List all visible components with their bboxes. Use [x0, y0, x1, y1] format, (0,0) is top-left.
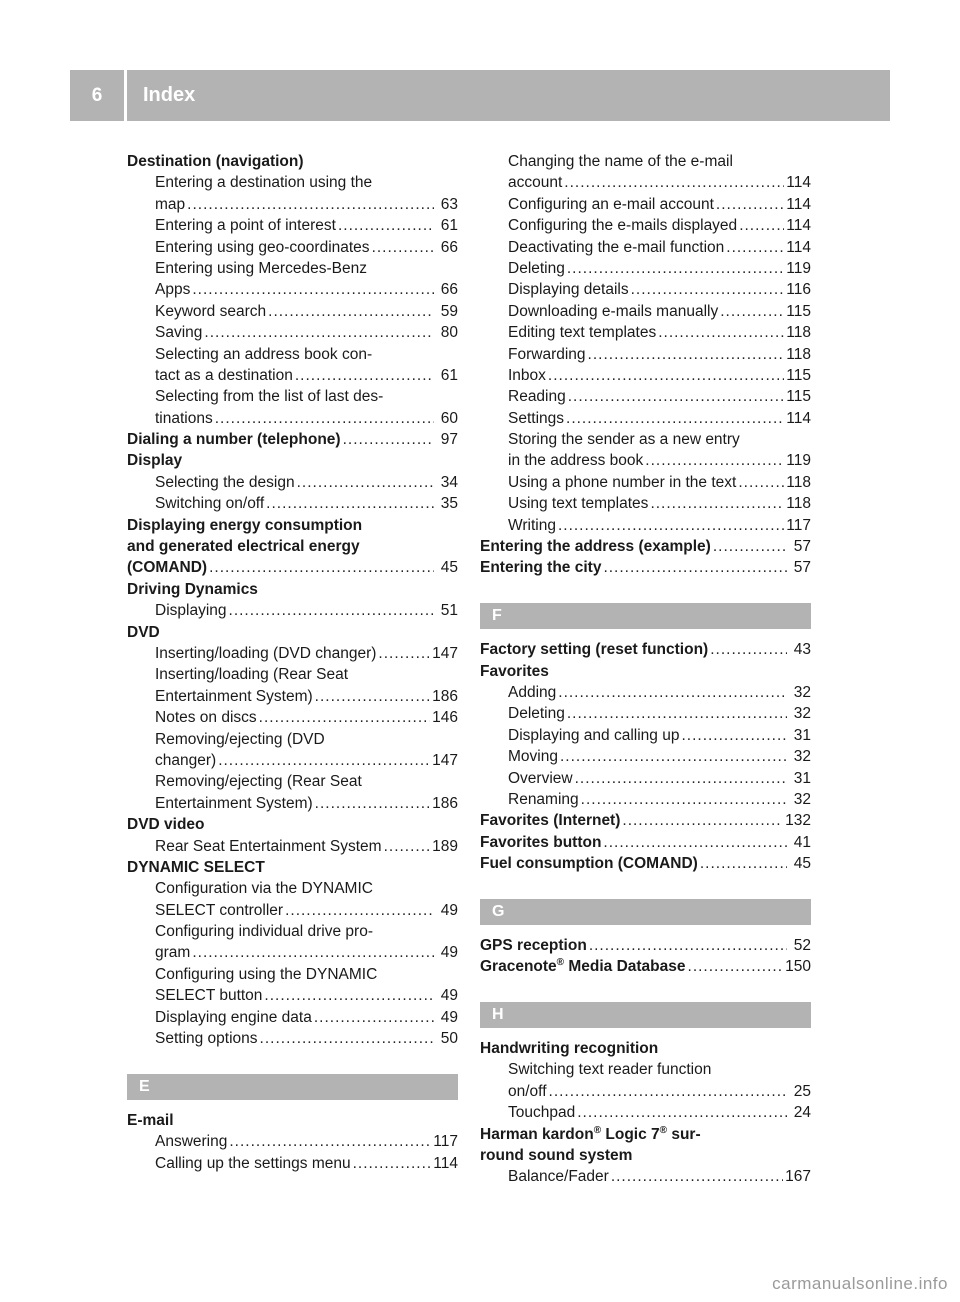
- entry-label: (COMAND): [127, 559, 208, 577]
- page-reference: 117: [786, 516, 811, 534]
- page-reference: 32: [793, 683, 811, 701]
- index-subentry: [480, 344, 811, 365]
- index-subentry: [127, 279, 458, 300]
- index-heading: Display: [127, 452, 183, 470]
- index-subentry: [480, 515, 811, 536]
- entry-label: Configuring an e-mail account: [508, 195, 714, 213]
- page-reference: 32: [793, 705, 811, 723]
- dot-leader: [192, 279, 434, 300]
- index-subentry: [127, 322, 458, 343]
- section-gap: [480, 978, 811, 999]
- page-reference: 61: [440, 366, 458, 384]
- dot-leader: [384, 836, 431, 857]
- page-reference: 32: [793, 748, 811, 766]
- section-letter: F: [480, 603, 811, 629]
- index-subentry-text: Configuring using the DYNAMIC: [155, 965, 378, 983]
- dot-leader: [192, 942, 434, 963]
- entry-label: GPS reception: [480, 936, 587, 954]
- entry-label: Displaying engine data: [155, 1008, 312, 1026]
- page-reference: 31: [793, 726, 811, 744]
- dot-leader: [603, 832, 787, 853]
- page-reference: 45: [793, 855, 811, 873]
- index-entry: [127, 557, 458, 578]
- index-subentry: [127, 365, 458, 386]
- section-letter: H: [480, 1002, 811, 1028]
- dot-leader: [229, 600, 434, 621]
- dot-leader: [603, 557, 787, 578]
- page-reference: 114: [786, 238, 811, 256]
- index-heading: DVD: [127, 623, 160, 641]
- entry-label: in the address book: [508, 452, 644, 470]
- entry-label: Answering: [155, 1133, 228, 1151]
- index-subentry: [480, 194, 811, 215]
- dot-leader: [726, 237, 784, 258]
- dot-leader: [353, 1153, 432, 1174]
- dot-leader: [209, 557, 434, 578]
- index-heading: Destination (navigation): [127, 153, 304, 170]
- index-column-left: [127, 151, 458, 1174]
- dot-leader: [549, 1081, 787, 1102]
- index-subentry: [127, 1028, 458, 1049]
- entry-label: Rear Seat Entertainment System: [155, 837, 382, 855]
- index-subentry-text: Removing/ejecting (DVD: [155, 730, 325, 748]
- index-subentry: [480, 472, 811, 493]
- index-subentry: [127, 707, 458, 728]
- dot-leader: [259, 707, 430, 728]
- entry-label: Keyword search: [155, 302, 267, 320]
- entry-label: changer): [155, 751, 217, 769]
- entry-label: Displaying: [155, 602, 227, 620]
- entry-label: Displaying details: [508, 281, 629, 299]
- dot-leader: [343, 429, 434, 450]
- index-subentry: [480, 789, 811, 810]
- index-subentry: [127, 942, 458, 963]
- page-reference: 147: [432, 751, 458, 769]
- index-entry: [480, 536, 811, 557]
- page-reference: 186: [432, 794, 458, 812]
- section-letter: G: [480, 899, 811, 925]
- page-reference: 114: [786, 174, 811, 192]
- dot-leader: [589, 935, 787, 956]
- index-subentry: [127, 301, 458, 322]
- entry-label: Entering the city: [480, 559, 602, 577]
- index-subentry: [480, 1102, 811, 1123]
- page-reference: 118: [786, 345, 811, 363]
- page-reference: 51: [440, 602, 458, 620]
- entry-label: Deleting: [508, 259, 565, 277]
- dot-leader: [720, 301, 784, 322]
- page-reference: 114: [786, 217, 811, 235]
- entry-label: on/off: [508, 1082, 547, 1100]
- dot-leader: [622, 810, 783, 831]
- entry-label: Gracenote® Media Database: [480, 957, 686, 976]
- dot-leader: [314, 1007, 434, 1028]
- dot-leader: [645, 450, 784, 471]
- dot-leader: [650, 493, 784, 514]
- index-subentry: [127, 1007, 458, 1028]
- index-heading: DYNAMIC SELECT: [127, 858, 265, 876]
- section-letter: E: [127, 1074, 458, 1100]
- index-subentry: [480, 725, 811, 746]
- index-entry: [480, 832, 811, 853]
- section-gap: [480, 875, 811, 896]
- index-subentry: [480, 322, 811, 343]
- entry-label: Using text templates: [508, 495, 649, 513]
- index-subentry: [480, 493, 811, 514]
- page-reference: 147: [432, 644, 458, 662]
- index-subentry: [127, 985, 458, 1006]
- page-reference: 116: [786, 281, 811, 299]
- dot-leader: [297, 472, 434, 493]
- index-subentry-text: Selecting from the list of last des-: [155, 388, 384, 406]
- index-entry: [480, 935, 811, 956]
- index-subentry-text: Changing the name of the e-mail: [508, 153, 733, 170]
- entry-label: Displaying and calling up: [508, 726, 680, 744]
- entry-label: Selecting the design: [155, 473, 295, 491]
- dot-leader: [688, 956, 784, 977]
- page-reference: 43: [793, 641, 811, 659]
- page-reference: 119: [786, 259, 811, 277]
- dot-leader: [567, 703, 787, 724]
- entry-label: Entering a point of interest: [155, 217, 336, 235]
- dot-leader: [548, 365, 784, 386]
- dot-leader: [315, 686, 430, 707]
- entry-label: Renaming: [508, 790, 579, 808]
- entry-label: tinations: [155, 409, 213, 427]
- index-subentry: [480, 279, 811, 300]
- dot-leader: [588, 344, 785, 365]
- dot-leader: [338, 215, 434, 236]
- dot-leader: [215, 408, 434, 429]
- entry-label: Overview: [508, 769, 573, 787]
- index-subentry: [127, 750, 458, 771]
- section-gap: [480, 579, 811, 600]
- page-reference: 186: [432, 687, 458, 705]
- index-subentry: [127, 900, 458, 921]
- index-entry: [480, 956, 811, 977]
- entry-label: tact as a destination: [155, 366, 293, 384]
- index-subentry: [127, 643, 458, 664]
- entry-label: Notes on discs: [155, 709, 257, 727]
- index-subentry: [127, 408, 458, 429]
- entry-label: Fuel consumption (COMAND): [480, 855, 698, 873]
- index-subentry-text: Switching text reader function: [508, 1061, 712, 1079]
- page-reference: 146: [432, 709, 458, 727]
- page-reference: 114: [786, 409, 811, 427]
- index-subentry: [480, 1166, 811, 1187]
- entry-label: Saving: [155, 324, 203, 342]
- page-reference: 61: [440, 217, 458, 235]
- index-subentry-text: Inserting/loading (Rear Seat: [155, 666, 349, 684]
- page-reference: 115: [786, 366, 811, 384]
- page-reference: 66: [440, 238, 458, 256]
- watermark: carmanualsonline.info: [772, 1274, 948, 1293]
- index-subentry-text: Configuration via the DYNAMIC: [155, 880, 373, 898]
- index-subentry: [127, 237, 458, 258]
- entry-label: Configuring the e-mails displayed: [508, 217, 738, 235]
- page-reference: 63: [440, 195, 458, 213]
- dot-leader: [372, 237, 434, 258]
- dot-leader: [577, 1102, 787, 1123]
- page-reference: 49: [440, 901, 458, 919]
- page-header: [70, 70, 890, 121]
- dot-leader: [716, 194, 784, 215]
- dot-leader: [560, 746, 787, 767]
- dot-leader: [568, 386, 785, 407]
- index-heading: Harman kardon® Logic 7® sur-: [480, 1124, 701, 1143]
- page-reference: 49: [440, 944, 458, 962]
- page-title: Index: [143, 84, 196, 106]
- entry-label: Favorites button: [480, 833, 602, 851]
- entry-label: Entertainment System): [155, 794, 313, 812]
- page-reference: 45: [440, 559, 458, 577]
- index-subentry: [127, 472, 458, 493]
- dot-leader: [378, 643, 430, 664]
- dot-leader: [713, 536, 787, 557]
- entry-label: Forwarding: [508, 345, 586, 363]
- page-reference: 80: [440, 324, 458, 342]
- index-heading: and generated electrical energy: [127, 538, 360, 556]
- page-reference: 50: [440, 1030, 458, 1048]
- index-subentry: [480, 746, 811, 767]
- page-reference: 167: [785, 1168, 811, 1186]
- entry-label: Entering the address (example): [480, 538, 711, 556]
- dot-leader: [566, 408, 784, 429]
- page-reference: 52: [793, 936, 811, 954]
- dot-leader: [218, 750, 430, 771]
- entry-label: Deactivating the e-mail function: [508, 238, 725, 256]
- dot-leader: [611, 1166, 783, 1187]
- entry-label: Entertainment System): [155, 687, 313, 705]
- entry-label: gram: [155, 944, 191, 962]
- dot-leader: [700, 853, 787, 874]
- entry-label: account: [508, 174, 563, 192]
- index-subentry: [480, 1081, 811, 1102]
- index-subentry-text: Removing/ejecting (Rear Seat: [155, 773, 362, 791]
- page-reference: 114: [433, 1154, 458, 1172]
- page-reference: 34: [440, 473, 458, 491]
- index-subentry: [480, 450, 811, 471]
- entry-label: Downloading e-mails manually: [508, 302, 719, 320]
- page-reference: 66: [440, 281, 458, 299]
- index-subentry-text: Selecting an address book con-: [155, 345, 373, 363]
- dot-leader: [268, 301, 434, 322]
- page-reference: 59: [440, 302, 458, 320]
- page-reference: 115: [786, 388, 811, 406]
- entry-label: Reading: [508, 388, 566, 406]
- page-reference: 49: [440, 1008, 458, 1026]
- dot-leader: [264, 985, 434, 1006]
- index-subentry: [480, 386, 811, 407]
- index-subentry-text: Entering a destination using the: [155, 174, 373, 192]
- page-reference: 60: [440, 409, 458, 427]
- dot-leader: [295, 365, 434, 386]
- index-subentry: [127, 686, 458, 707]
- entry-label: SELECT controller: [155, 901, 284, 919]
- index-heading: E-mail: [127, 1111, 174, 1129]
- index-entry: [480, 853, 811, 874]
- page-reference: 35: [440, 495, 458, 513]
- dot-leader: [575, 768, 787, 789]
- index-subentry: [480, 172, 811, 193]
- entry-label: Touchpad: [508, 1104, 576, 1122]
- dot-leader: [285, 900, 434, 921]
- page-reference: 57: [793, 559, 811, 577]
- index-subentry: [127, 1131, 458, 1152]
- index-subentry: [127, 215, 458, 236]
- dot-leader: [229, 1131, 431, 1152]
- entry-label: Factory setting (reset function): [480, 641, 709, 659]
- page-reference: 119: [786, 452, 811, 470]
- dot-leader: [204, 322, 434, 343]
- index-subentry: [127, 600, 458, 621]
- dot-leader: [567, 258, 784, 279]
- entry-label: Entering using geo-coordinates: [155, 238, 370, 256]
- page-reference: 32: [793, 790, 811, 808]
- index-column-right: [480, 151, 811, 1188]
- index-entry: [480, 810, 811, 831]
- index-subentry: [127, 793, 458, 814]
- index-subentry: [480, 215, 811, 236]
- index-subentry: [480, 301, 811, 322]
- dot-leader: [658, 322, 784, 343]
- entry-label: Calling up the settings menu: [155, 1154, 351, 1172]
- page-reference: 115: [786, 302, 811, 320]
- page-reference: 150: [785, 958, 811, 976]
- dot-leader: [266, 493, 434, 514]
- page-reference: 189: [432, 837, 458, 855]
- index-subentry-text: Configuring individual drive pro-: [155, 923, 373, 941]
- index-subentry: [480, 703, 811, 724]
- page-reference: 118: [786, 473, 811, 491]
- index-subentry: [480, 365, 811, 386]
- entry-label: Moving: [508, 748, 558, 766]
- index-subentry: [127, 493, 458, 514]
- index-subentry-text: Entering using Mercedes-Benz: [155, 259, 367, 277]
- entry-label: Deleting: [508, 705, 565, 723]
- entry-label: Writing: [508, 516, 556, 534]
- index-subentry: [480, 768, 811, 789]
- page-reference: 24: [793, 1104, 811, 1122]
- page-reference: 41: [793, 833, 811, 851]
- page-reference: 118: [786, 324, 811, 342]
- page-reference: 49: [440, 987, 458, 1005]
- index-entry: [480, 557, 811, 578]
- entry-label: Adding: [508, 683, 557, 701]
- page-number: 6: [91, 84, 103, 106]
- index-heading: DVD video: [127, 816, 205, 834]
- entry-label: SELECT button: [155, 987, 263, 1005]
- index-entry: [480, 639, 811, 660]
- section-gap: [127, 1049, 458, 1070]
- entry-label: Dialing a number (telephone): [127, 431, 341, 449]
- index-heading: Driving Dynamics: [127, 580, 258, 598]
- dot-leader: [631, 279, 785, 300]
- index-subentry: [127, 836, 458, 857]
- index-heading: round sound system: [480, 1147, 633, 1165]
- dot-leader: [558, 682, 787, 703]
- entry-label: Apps: [155, 281, 191, 299]
- index-subentry: [480, 408, 811, 429]
- index-subentry: [480, 682, 811, 703]
- dot-leader: [581, 789, 787, 810]
- entry-label: Editing text templates: [508, 324, 657, 342]
- page-reference: 114: [786, 195, 811, 213]
- dot-leader: [738, 472, 784, 493]
- dot-leader: [187, 194, 434, 215]
- page-reference: 57: [793, 538, 811, 556]
- index-heading: Displaying energy consumption: [127, 516, 363, 534]
- dot-leader: [564, 172, 784, 193]
- entry-label: Inserting/loading (DVD changer): [155, 644, 377, 662]
- dot-leader: [681, 725, 787, 746]
- entry-label: Setting options: [155, 1030, 258, 1048]
- page-reference: 31: [793, 769, 811, 787]
- index-entry: [127, 429, 458, 450]
- entry-label: Inbox: [508, 366, 546, 384]
- page-reference: 97: [440, 431, 458, 449]
- dot-leader: [315, 793, 430, 814]
- index-subentry: [480, 237, 811, 258]
- dot-leader: [260, 1028, 434, 1049]
- index-subentry: [127, 194, 458, 215]
- page-reference: 132: [785, 812, 811, 830]
- entry-label: Favorites (Internet): [480, 812, 621, 830]
- index-heading: Handwriting recognition: [480, 1040, 659, 1058]
- entry-label: Switching on/off: [155, 495, 265, 513]
- entry-label: map: [155, 195, 186, 213]
- page-reference: 118: [786, 495, 811, 513]
- entry-label: Using a phone number in the text: [508, 473, 737, 491]
- dot-leader: [710, 639, 787, 660]
- entry-label: Settings: [508, 409, 565, 427]
- index-heading: Favorites: [480, 662, 549, 680]
- entry-label: Balance/Fader: [508, 1168, 609, 1186]
- dot-leader: [739, 215, 784, 236]
- page-reference: 25: [793, 1082, 811, 1100]
- page-reference: 117: [433, 1133, 458, 1151]
- index-subentry: [127, 1153, 458, 1174]
- dot-leader: [558, 515, 784, 536]
- index-subentry: [480, 258, 811, 279]
- index-subentry-text: Storing the sender as a new entry: [508, 431, 740, 449]
